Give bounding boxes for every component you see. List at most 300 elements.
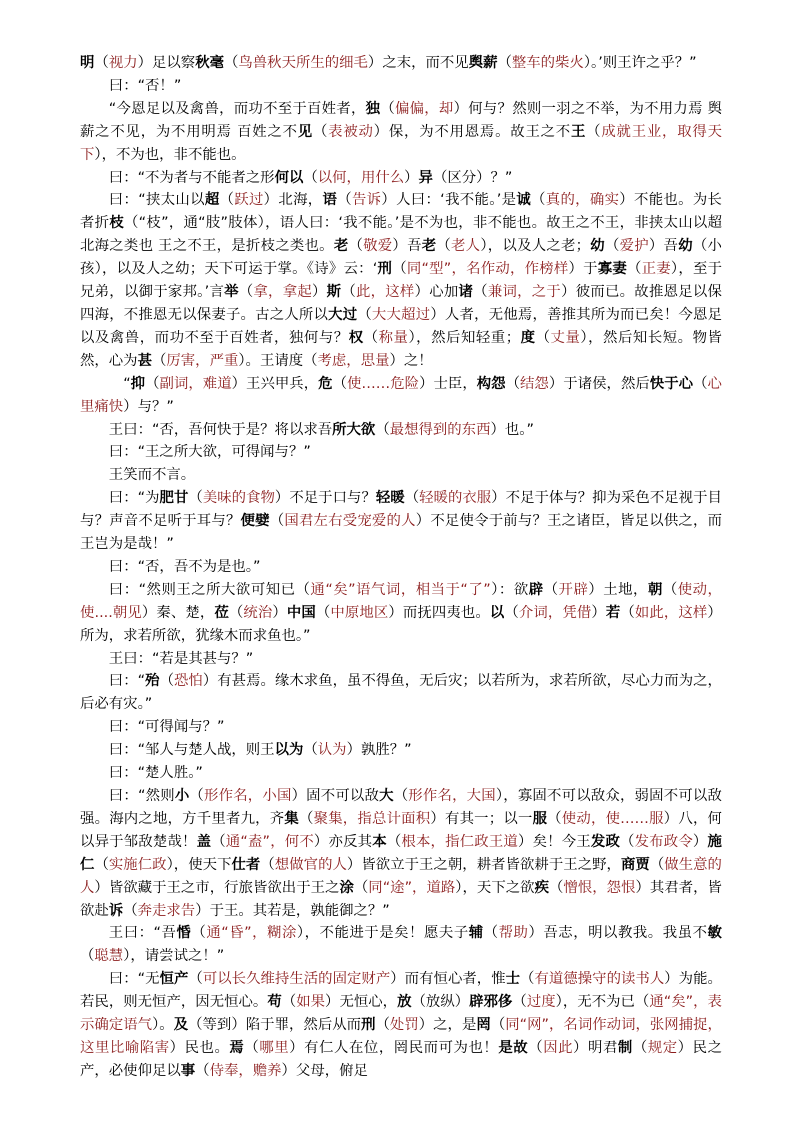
text-run: （小孩），以及人之幼；天下可运于掌。《诗》云：‘ <box>80 238 722 278</box>
term: 辟邪侈 <box>469 994 513 1011</box>
term: 舆薪 <box>468 55 498 71</box>
annotation: 爱护 <box>619 238 649 255</box>
document-body <box>80 52 722 1083</box>
annotation: 做生意的人 <box>80 856 722 896</box>
paragraph <box>80 716 722 739</box>
text-run: 曰：“为 <box>108 490 160 507</box>
text-run: ）皆欲立于王之朝，耕者皆欲耕于王之野， <box>346 856 621 873</box>
term: 制 <box>617 1039 633 1056</box>
term: 及 <box>173 1017 189 1034</box>
annotation: 厉害，严重 <box>166 352 239 369</box>
text-run: ），无不为已（ <box>555 994 650 1011</box>
text-run: （ <box>547 810 562 827</box>
text-run: （ <box>260 856 275 873</box>
text-run: （ <box>312 123 329 140</box>
text-run: （ <box>490 1017 506 1034</box>
text-run: （ <box>620 833 635 850</box>
text-run: ） <box>692 833 708 850</box>
text-run: ）心加 <box>414 284 459 301</box>
paragraph <box>80 52 722 75</box>
text-run: 曰：“无 <box>108 971 160 988</box>
annotation: 美味的食物 <box>202 490 275 507</box>
term: 何以 <box>274 169 304 186</box>
text-run: （ <box>219 192 235 209</box>
text-run: （ <box>189 788 205 804</box>
text-run: （ <box>303 742 318 759</box>
term: 老 <box>421 238 437 255</box>
term: 刑 <box>377 261 393 278</box>
term: 大过 <box>328 306 358 323</box>
text-run: ），不为也，非不能也。 <box>94 146 246 163</box>
term: 施仁 <box>80 833 722 873</box>
paragraph <box>80 189 722 372</box>
text-run: ）不足使令于前与？王之诸臣，皆足以供之，而王岂为是哉！” <box>80 513 722 553</box>
text-run: ）何与？然则一羽之不举，为不用力焉 舆薪之不见，为不用明焉 百姓之不 <box>80 100 722 140</box>
text-run: ）所为，求若所欲，犹缘木而求鱼也。” <box>80 604 722 644</box>
text-run: ）孰胜？” <box>346 742 412 759</box>
annotation: 哪里 <box>259 1039 290 1056</box>
text-run: （ <box>195 1062 210 1079</box>
annotation: 统治 <box>243 604 273 621</box>
text-run: ）民之产，必使仰足以 <box>80 1039 722 1079</box>
term: 幼 <box>590 238 605 255</box>
annotation: 通“盍”，何不 <box>225 833 314 850</box>
text-run: ）。王请度（ <box>238 352 318 369</box>
term: 事 <box>180 1062 196 1079</box>
paragraph <box>80 670 722 716</box>
text-run: （ <box>269 513 285 530</box>
annotation: 如此，这样 <box>634 604 708 621</box>
term: 殆 <box>145 673 160 690</box>
text-run: ）于王。其若是，孰能御之？” <box>195 902 390 919</box>
text-run: （ <box>151 352 167 369</box>
annotation: 介词，凭借 <box>518 604 592 621</box>
text-run: 曰：“楚人胜。” <box>108 765 203 782</box>
term: 肥甘 <box>159 490 189 507</box>
text-run: “ <box>123 375 131 392</box>
annotation: 大大超过 <box>371 306 431 323</box>
paragraph <box>80 419 722 442</box>
text-run: （ <box>662 581 678 598</box>
term: 小 <box>174 788 190 804</box>
paragraph <box>80 648 722 671</box>
term: 王 <box>570 123 587 140</box>
text-run: ），至于兄弟，以御于家邦。’言 <box>80 261 722 301</box>
text-run: （ <box>436 238 452 255</box>
text-run: （ <box>80 948 95 965</box>
text-run: ）矣！今王 <box>518 833 591 850</box>
text-run: （ <box>375 1017 390 1034</box>
text-run: （ <box>543 581 559 598</box>
text-run: ）不足于口与？ <box>274 490 376 507</box>
annotation: 实施仁政 <box>108 856 167 873</box>
text-run: （区分）？” <box>432 169 513 186</box>
text-run: ），寡固不可以敌众，弱固不可以敌强。海内之地，方千里者九，齐 <box>80 788 722 827</box>
text-run: （ <box>357 306 372 323</box>
text-run: （ <box>505 375 521 392</box>
text-run: （ <box>392 261 407 278</box>
text-run: （ <box>586 123 602 140</box>
annotation: 老人 <box>451 238 481 255</box>
annotation: 聚集，指总计面积 <box>313 810 431 827</box>
annotation: 考虑，思量 <box>317 352 390 369</box>
text-run: 曰：“挟太山以 <box>108 192 205 209</box>
text-run: 曰：“不为者与不能者之形 <box>108 169 275 186</box>
term: 明 <box>80 55 95 71</box>
annotation: 发布政令 <box>634 833 693 850</box>
text-run: ）皆欲藏于王之市，行旅皆欲出于王之 <box>94 879 340 896</box>
text-run: （ <box>363 329 379 346</box>
annotation: 心里痛快 <box>80 375 722 415</box>
term: 疾 <box>534 879 549 896</box>
term: 若 <box>605 604 621 621</box>
paragraph <box>80 75 722 98</box>
term: 诸 <box>458 284 474 301</box>
text-run: ）于诸侯，然后 <box>548 375 650 392</box>
text-run: ）吾 <box>648 238 679 255</box>
term: 恒产 <box>159 971 189 988</box>
text-run: （ <box>348 238 364 255</box>
annotation: 结怨 <box>520 375 549 392</box>
annotation: 憎恨，怨恨 <box>563 879 636 896</box>
text-run: （ <box>94 856 109 873</box>
annotation: 鸟兽秋天所生的细毛 <box>238 55 368 71</box>
annotation: 使……危险 <box>346 375 420 392</box>
text-run: ）有仁人在位，罔民而可为也！ <box>289 1039 499 1056</box>
paragraph <box>80 167 722 190</box>
text-run: （放纵） <box>411 994 470 1011</box>
annotation: 想做官的人 <box>274 856 347 873</box>
text-run: （ <box>281 994 297 1011</box>
term: 抑 <box>130 375 146 392</box>
text-run: ）无恒心， <box>325 994 398 1011</box>
annotation: 丈量 <box>550 329 581 346</box>
term: 甚 <box>137 352 152 369</box>
text-run: （ <box>380 100 395 117</box>
text-run: ），天下之欲 <box>455 879 535 896</box>
term: 异 <box>418 169 433 186</box>
text-run: （ <box>298 810 314 827</box>
text-run: ）有甚焉。缘木求鱼，虽不得鱼，无后灾；以若所为，求若所欲，尽心力而为之，后必有灾。” <box>80 673 722 713</box>
text-run: ）有其一；以一 <box>430 810 533 827</box>
term: 斯 <box>326 284 342 301</box>
annotation: 开辟 <box>558 581 589 598</box>
term: 轻暖 <box>375 490 405 507</box>
term: 服 <box>532 810 548 827</box>
term: 敏 <box>707 925 722 942</box>
text-run: ）之末，而不见 <box>367 55 469 71</box>
term: 权 <box>348 329 364 346</box>
text-run: ）而有恒心者，惟 <box>390 971 506 988</box>
paragraph <box>80 556 722 579</box>
text-run: 王笑而不言。 <box>108 467 196 484</box>
annotation: 可以长久维持生活的固定财产 <box>202 971 391 988</box>
text-run: ）吾 <box>392 238 422 255</box>
term: 放 <box>397 994 412 1011</box>
annotation: 恐怕 <box>173 673 203 690</box>
annotation: 通“矣”语气词，相当于“了” <box>310 581 491 598</box>
text-run: ）民也。 <box>169 1039 230 1056</box>
text-run: （ <box>94 55 109 71</box>
text-run: ）人曰：‘我不能。’是 <box>381 192 517 209</box>
text-run: 曰：“王之所大欲，可得闻与？” <box>108 444 311 461</box>
text-run: （ <box>145 375 160 392</box>
annotation: 兼词，之于 <box>487 284 562 301</box>
term: 幼 <box>678 238 693 255</box>
text-run: （ <box>188 971 203 988</box>
text-run: （ <box>512 994 527 1011</box>
text-run: （ <box>531 192 546 209</box>
annotation: 规定 <box>647 1039 678 1056</box>
paragraph <box>80 98 722 167</box>
term: 超 <box>204 192 220 209</box>
term: 罔 <box>476 1017 491 1034</box>
annotation: 称量 <box>378 329 409 346</box>
text-run: ） <box>591 604 606 621</box>
text-run: 曰：“可得闻与？” <box>108 719 225 736</box>
text-run: ），使天下 <box>166 856 232 873</box>
term: 惛 <box>176 925 192 942</box>
term: 秋毫 <box>195 55 224 71</box>
term: 本 <box>372 833 387 850</box>
text-run: 曰：“然则 <box>108 788 175 804</box>
text-run: 王曰：“否，吾何快于是？将以求吾 <box>108 421 333 438</box>
term: 商贾 <box>620 856 650 873</box>
annotation: 最想得到的东西 <box>389 421 491 438</box>
term: 见 <box>297 123 313 140</box>
text-run: （ <box>332 375 347 392</box>
annotation: 表被动 <box>328 123 374 140</box>
text-run: （ <box>632 1039 648 1056</box>
annotation: 聪慧 <box>94 948 124 965</box>
text-run: ），然后知轻重； <box>408 329 521 346</box>
text-run: ）。 <box>152 1017 174 1034</box>
annotation: 同“型”，名作动，作榜样 <box>406 261 569 278</box>
term: 是故 <box>498 1039 529 1056</box>
text-run: （ <box>404 490 420 507</box>
term: 集 <box>284 810 299 827</box>
text-run: ）于 <box>568 261 598 278</box>
term: 刑 <box>361 1017 376 1034</box>
annotation: 认为 <box>317 742 347 759</box>
text-run: ）秦、楚， <box>141 604 215 621</box>
text-run: ）不能也。为长者折 <box>80 192 722 232</box>
text-run: （ <box>341 284 356 301</box>
text-run: （ <box>238 284 254 301</box>
text-run: ）固不可以敌 <box>291 788 380 804</box>
term: 盖 <box>196 833 212 850</box>
term: 度 <box>520 329 536 346</box>
term: 诉 <box>108 902 124 919</box>
annotation: 副词，难道 <box>159 375 232 392</box>
text-run: （ <box>549 879 564 896</box>
text-run: ）而抚四夷也。 <box>388 604 490 621</box>
text-run: （ <box>473 284 488 301</box>
term: 快于心 <box>649 375 694 392</box>
text-run: （ <box>123 902 138 919</box>
text-run: ）之，是 <box>418 1017 477 1034</box>
paragraph <box>80 762 722 785</box>
text-run: ）之！ <box>389 352 433 369</box>
text-run: ）不足于体与？抑为采色不足视于目与？声音不足听于耳与？ <box>80 490 722 530</box>
term: 辟 <box>528 581 544 598</box>
term: 语 <box>322 192 338 209</box>
text-run: ）：欲 <box>490 581 529 598</box>
text-run: ）足以察 <box>137 55 196 71</box>
text-run: （ <box>504 604 519 621</box>
term: 发政 <box>590 833 621 850</box>
annotation: 过度 <box>526 994 556 1011</box>
text-run: ）士臣， <box>419 375 477 392</box>
term: 中国 <box>286 604 316 621</box>
text-run: （ <box>244 1039 260 1056</box>
term: 危 <box>318 375 333 392</box>
annotation: 跃过 <box>234 192 264 209</box>
paragraph <box>80 464 722 487</box>
text-run: 曰：“ <box>108 673 146 690</box>
annotation: 有道德操守的读书人 <box>534 971 665 988</box>
term: 辅 <box>468 925 484 942</box>
text-run: ）人者，无他焉，善推其所为而已矣！今恩足以及禽兽，而功不至于百姓者，独何与？ <box>80 306 722 346</box>
text-run: （ <box>337 192 352 209</box>
text-run: ） <box>404 169 419 186</box>
text-run: （ <box>497 55 512 71</box>
term: 以 <box>489 604 505 621</box>
annotation: 通“矣”，表示确定语气 <box>80 994 722 1034</box>
annotation: 敬爱 <box>363 238 393 255</box>
text-run: （ <box>211 833 226 850</box>
annotation: 偏偏，却 <box>394 100 454 117</box>
text-run: ）土地， <box>588 581 648 598</box>
text-run: （等到）陷于罪，然后从而 <box>188 1017 362 1034</box>
annotation: 使动，使....朝见 <box>80 581 722 621</box>
text-run: ）北海， <box>263 192 323 209</box>
annotation: 因此 <box>543 1039 574 1056</box>
text-run: （ <box>353 879 369 896</box>
term: 莅 <box>214 604 229 621</box>
text-run: （ <box>188 490 203 507</box>
text-run: 王曰：“若是其甚与？” <box>108 650 254 667</box>
text-run: ）八，何以异于邹敌楚哉！ <box>80 810 722 850</box>
annotation: 同“网”，名词作动词，张网捕捉，这里比喻陷害 <box>80 1017 722 1056</box>
text-run: ）亦反其 <box>313 833 373 850</box>
annotation: 形作名，小国 <box>204 788 292 804</box>
paragraph <box>80 373 722 419</box>
term: 独 <box>365 100 381 117</box>
annotation: 中原地区 <box>330 604 389 621</box>
annotation: 成就王业，取得天下 <box>80 123 722 163</box>
text-run: （ <box>393 788 409 804</box>
annotation: 视力 <box>108 55 138 71</box>
annotation: 处罚 <box>389 1017 419 1034</box>
text-run: ），请尝试之！” <box>123 948 225 965</box>
term: 焉 <box>229 1039 245 1056</box>
text-run: （ <box>604 238 620 255</box>
text-run: （ <box>483 925 499 942</box>
text-run: 曰：“否，吾不为是也。” <box>108 558 261 575</box>
text-run: ），以及人之老； <box>480 238 591 255</box>
text-run: 曰：“然则王之所大欲可知已（ <box>108 581 311 598</box>
term: 大 <box>379 788 394 804</box>
text-run: ）其君者，皆欲赴 <box>80 879 722 919</box>
annotation: 轻暖的衣服 <box>419 490 492 507</box>
text-run: ）王兴甲兵， <box>231 375 319 392</box>
annotation: 告诉 <box>351 192 382 209</box>
annotation: 侍奉，赡养 <box>209 1062 282 1079</box>
annotation: 奔走求告 <box>137 902 196 919</box>
annotation: 使动，使……服 <box>561 810 664 827</box>
text-run: （ <box>303 169 318 186</box>
annotation: 正妻 <box>641 261 671 278</box>
text-run: （ <box>375 421 390 438</box>
text-run: 曰：“否！” <box>108 77 182 94</box>
annotation: 国君左右受宠爱的人 <box>284 513 416 530</box>
paragraph <box>80 487 722 556</box>
annotation: 如果 <box>296 994 326 1011</box>
annotation: 通“昏”，糊涂 <box>206 925 297 942</box>
term: 便嬖 <box>240 513 270 530</box>
term: 苟 <box>267 994 282 1011</box>
text-run: ） <box>312 284 327 301</box>
text-run: （ <box>315 604 331 621</box>
term: 以为 <box>274 742 304 759</box>
annotation: 以何，用什么 <box>317 169 405 186</box>
term: 枝 <box>109 215 125 232</box>
term: 朝 <box>647 581 663 598</box>
term: 寡妻 <box>597 261 627 278</box>
annotation: 帮助 <box>498 925 529 942</box>
text-run: （ <box>191 925 207 942</box>
term: 构怨 <box>476 375 506 392</box>
text-run: （ <box>535 329 551 346</box>
paragraph <box>80 922 722 968</box>
paragraph <box>80 968 722 1083</box>
text-run: ），不能进于是矣！愿夫子 <box>296 925 469 942</box>
annotation: 此，这样 <box>355 284 415 301</box>
text-run: ）为能。若民，则无恒产，因无恒心。 <box>80 971 722 1011</box>
text-run: ）吾志，明以教我。我虽不 <box>528 925 708 942</box>
text-run: ），然后知长短。物皆然，心为 <box>80 329 722 369</box>
text-run: （ <box>228 604 244 621</box>
paragraph <box>80 739 722 762</box>
text-run: ）保，为不用恩焉。故王之不 <box>373 123 571 140</box>
paragraph <box>80 785 722 922</box>
text-run: ）彼而已。故推恩足以保四海，不推恩无以保妻子。古之人所以 <box>80 284 722 323</box>
text-run: （ <box>159 673 174 690</box>
text-run: （ <box>620 604 635 621</box>
text-run: ）明君 <box>573 1039 618 1056</box>
text-run: （ <box>520 971 535 988</box>
term: 仕者 <box>231 856 261 873</box>
text-run: （ <box>386 833 402 850</box>
term: 诚 <box>516 192 532 209</box>
text-run: ）也。” <box>490 421 534 438</box>
term: 士 <box>505 971 521 988</box>
text-run: 曰：“邹人与楚人战，则王 <box>108 742 275 759</box>
term: 举 <box>224 284 239 301</box>
annotation: 根本，指仁政王道 <box>401 833 518 850</box>
text-run: （ <box>223 55 239 71</box>
text-run: ）。’则王许之乎？” <box>583 55 697 71</box>
text-run: ） <box>272 604 287 621</box>
annotation: 同“途”，道路 <box>368 879 456 896</box>
paragraph <box>80 441 722 464</box>
text-run: （ <box>627 261 642 278</box>
term: 所大欲 <box>332 421 376 438</box>
text-run: 王曰：“吾 <box>108 925 177 942</box>
term: 涂 <box>339 879 354 896</box>
text-run: （ <box>693 375 708 392</box>
